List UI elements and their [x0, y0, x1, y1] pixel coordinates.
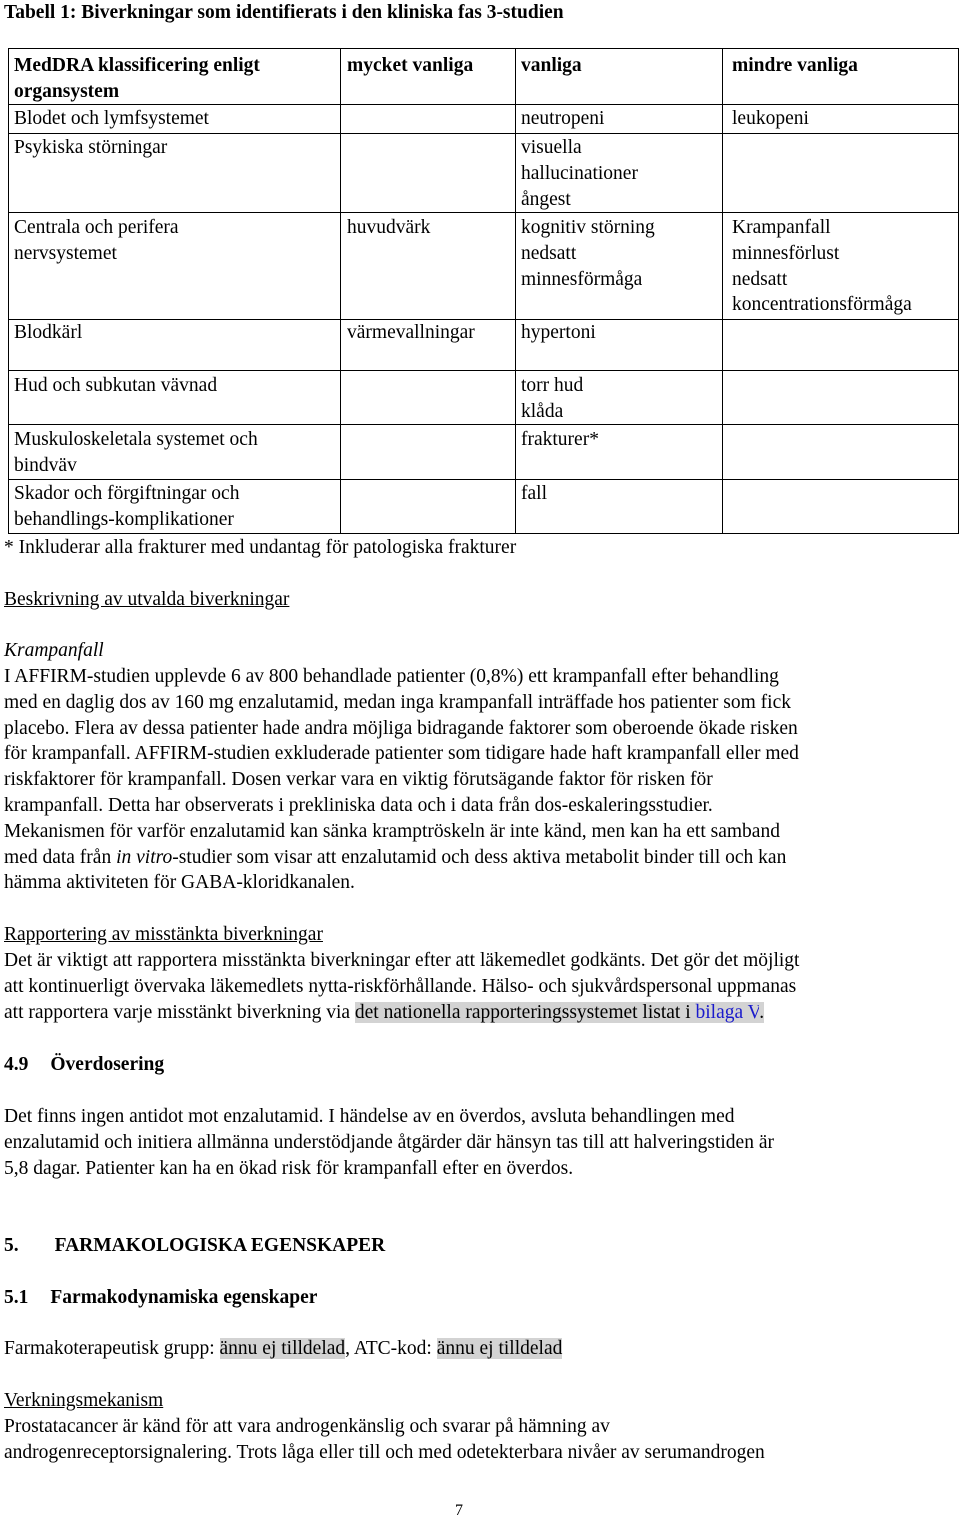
section-4-9-heading: 4.9 Överdosering	[4, 1054, 165, 1075]
table-border-row	[8, 133, 959, 134]
row-very-common: huvudvärk	[347, 217, 431, 238]
header-common: vanliga	[521, 55, 582, 76]
page-number: 7	[455, 1502, 463, 1519]
row-soc: Skador och förgiftningar och behandlings-komplikationer	[14, 483, 240, 530]
table-border-left	[8, 48, 9, 534]
row-soc: Psykiska störningar	[14, 137, 168, 158]
row-uncommon: Krampanfall minnesförlust nedsatt koncentrationsförmåga	[732, 217, 912, 316]
row-soc: Centrala och perifera nervsystemet	[14, 217, 179, 264]
table-border-row	[8, 370, 959, 371]
appendix-v-link[interactable]: bilaga V	[695, 1001, 760, 1023]
table-border-col	[515, 48, 516, 534]
reporting-heading: Rapportering av misstänkta biverkningar	[4, 924, 323, 945]
table-footnote: * Inkluderar alla frakturer med undantag för patologiska frakturer	[4, 537, 517, 558]
row-common: torr hud klåda	[521, 375, 584, 422]
table-border-top	[8, 48, 959, 49]
overdose-paragraph: Det finns ingen antidot mot enzalutamid. I händelse av en överdos, avsluta behandlingen med enzalutamid och initiera allmänna understödjande åtgärder där hänsyn tas till att halveringstiden är 5,8 dagar. Patienter kan ha en ökad risk för krampanfall efter en överdos.	[4, 1106, 774, 1179]
row-soc: Muskuloskeletala systemet och bindväv	[14, 429, 258, 476]
table-border-col	[722, 48, 723, 534]
reporting-paragraph: Det är viktigt att rapportera misstänkta biverkningar efter att läkemedlet godkänts. Det gör det möjligt att kontinuerligt övervaka läkemedlets nytta-riskförhållande. Hälso- och sjukvårdspersonal uppmanas att rapportera varje misstänkt biverkning via det nationella rapporteringssystemet listat i bilaga V.	[4, 950, 800, 1023]
row-common: frakturer*	[521, 429, 599, 450]
table-caption: Tabell 1: Biverkningar som identifierats i den kliniska fas 3-studien	[4, 2, 564, 23]
row-soc: Hud och subkutan vävnad	[14, 375, 218, 396]
table-border-right	[958, 48, 959, 534]
row-uncommon: leukopeni	[732, 108, 809, 129]
section-5-1-heading: 5.1 Farmakodynamiska egenskaper	[4, 1287, 318, 1308]
row-common: fall	[521, 483, 547, 504]
table-border-row	[8, 424, 959, 425]
row-common: visuella hallucinationer ångest	[521, 137, 638, 210]
section-5-heading: 5. FARMAKOLOGISKA EGENSKAPER	[4, 1235, 386, 1256]
seizure-paragraph: I AFFIRM-studien upplevde 6 av 800 behandlade patienter (0,8%) ett krampanfall efter behandling med en daglig dos av 160 mg enzalutamid, medan inga krampanfall inträffade hos patienter som fick placebo. Flera av dessa patienter hade andra möjliga bidragande faktorer som oberoende ökade risken för krampanfall. AFFIRM-studien exkluderade patienter som tidigare hade haft krampanfall eller med riskfaktorer för krampanfall. Dosen verkar vara en viktig förutsägande faktor för risken för krampanfall. Detta har observerats i prekliniska data och i data från dos-eskaleringsstudier. Mekanismen för varför enzalutamid kan sänka kramptröskeln är inte känd, men kan ha ett samband med data från in vitro-studier som visar att enzalutamid och dess aktiva metabolit binder till och kan hämma aktiviteten för GABA-kloridkanalen.	[4, 666, 799, 894]
row-common: hypertoni	[521, 322, 596, 343]
selected-reactions-heading: Beskrivning av utvalda biverkningar	[4, 589, 290, 610]
table-border-row	[8, 319, 959, 320]
table-border-row	[8, 479, 959, 480]
header-uncommon: mindre vanliga	[732, 55, 858, 76]
row-very-common: värmevallningar	[347, 322, 475, 343]
mechanism-heading: Verkningsmekanism	[4, 1390, 164, 1411]
table-border-bottom	[8, 533, 959, 534]
header-soc: MedDRA klassificering enligt organsystem	[14, 55, 260, 102]
row-soc: Blodet och lymfsystemet	[14, 108, 209, 129]
row-soc: Blodkärl	[14, 322, 83, 343]
table-border-col	[340, 48, 341, 534]
header-very-common: mycket vanliga	[347, 55, 474, 76]
row-common: neutropeni	[521, 108, 605, 129]
seizure-title: Krampanfall	[4, 640, 104, 661]
mechanism-paragraph: Prostatacancer är känd för att vara androgenkänslig och svarar på hämning av androgenreceptorsignalering. Trots låga eller till och med odetekterbara nivåer av serumandrogen	[4, 1416, 765, 1463]
pharm-group-line: Farmakoterapeutisk grupp: ännu ej tilldelad, ATC-kod: ännu ej tilldelad	[4, 1338, 563, 1359]
row-common: kognitiv störning nedsatt minnesförmåga	[521, 217, 655, 290]
table-border-row	[8, 212, 959, 213]
